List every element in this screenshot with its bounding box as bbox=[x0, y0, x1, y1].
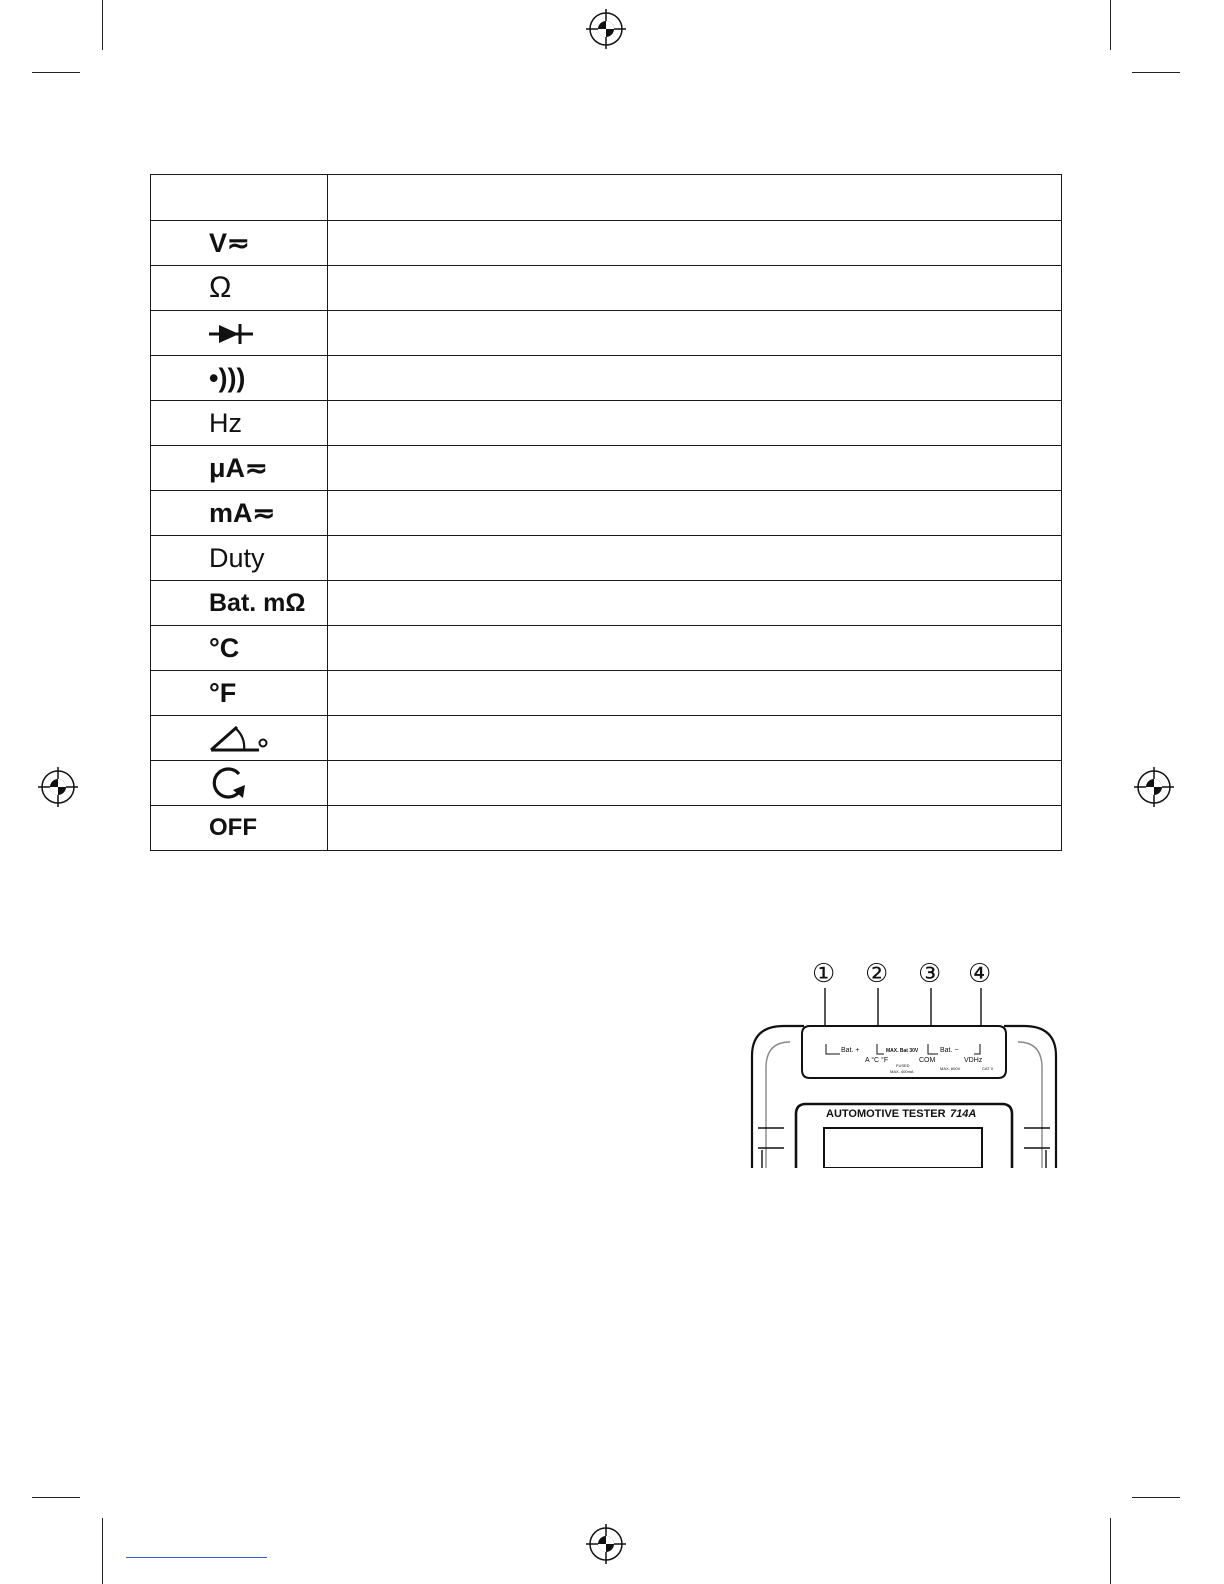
registration-mark-icon bbox=[1134, 767, 1174, 807]
table-row bbox=[151, 536, 1062, 581]
description-cell bbox=[328, 491, 1062, 536]
device-illustration bbox=[744, 958, 1064, 1168]
table-row bbox=[151, 221, 1062, 266]
crop-mark bbox=[1132, 1497, 1180, 1498]
microamp-icon: μA≂ bbox=[209, 452, 268, 483]
milliamp-icon: mA≂ bbox=[209, 497, 276, 528]
callout-4: ④ bbox=[968, 958, 992, 988]
description-cell bbox=[328, 671, 1062, 716]
jack-label-vdhz: VDHz bbox=[964, 1057, 983, 1064]
table-row bbox=[151, 491, 1062, 536]
header-cell bbox=[328, 175, 1062, 221]
duty-cycle-icon: Duty bbox=[209, 542, 265, 573]
table-header-row bbox=[151, 175, 1062, 221]
model-number: 714A bbox=[950, 1108, 977, 1120]
continuity-icon: •))) bbox=[209, 362, 246, 393]
function-table bbox=[150, 174, 1062, 851]
jack-label-max1: MAX. Bat 30V bbox=[886, 1048, 919, 1054]
fahrenheit-icon: °F bbox=[209, 677, 237, 708]
footer-link-underline bbox=[126, 1557, 267, 1558]
description-cell bbox=[328, 311, 1062, 356]
jack-label-max3: MAX. 600V bbox=[940, 1066, 961, 1071]
table-row bbox=[151, 806, 1062, 851]
description-cell bbox=[328, 221, 1062, 266]
dwell-angle-icon bbox=[209, 723, 269, 753]
crop-mark bbox=[32, 1497, 80, 1498]
crop-mark bbox=[102, 1518, 103, 1584]
jack-label-com: COM bbox=[919, 1057, 936, 1064]
description-cell bbox=[328, 626, 1062, 671]
description-cell bbox=[328, 716, 1062, 761]
description-cell bbox=[328, 266, 1062, 311]
jack-label-temp: A °C °F bbox=[865, 1057, 889, 1064]
description-cell bbox=[328, 356, 1062, 401]
table-row bbox=[151, 266, 1062, 311]
registration-mark-icon bbox=[586, 1524, 626, 1564]
jack-label-bat-plus: Bat. + bbox=[841, 1047, 860, 1054]
callout-1: ① bbox=[812, 958, 836, 988]
table-row bbox=[151, 716, 1062, 761]
description-cell bbox=[328, 761, 1062, 806]
ohm-icon: Ω bbox=[209, 271, 232, 304]
crop-mark bbox=[1132, 72, 1180, 73]
celsius-icon: °C bbox=[209, 632, 240, 663]
description-cell bbox=[328, 806, 1062, 851]
table-row bbox=[151, 626, 1062, 671]
diode-icon bbox=[209, 323, 253, 345]
crop-mark bbox=[102, 0, 103, 50]
rpm-icon bbox=[209, 766, 249, 800]
jack-label-cat: CAT II bbox=[982, 1066, 993, 1071]
callout-2: ② bbox=[865, 958, 889, 988]
jack-label-bat-minus: Bat. − bbox=[940, 1047, 959, 1054]
table-row bbox=[151, 446, 1062, 491]
description-cell bbox=[328, 401, 1062, 446]
table-row bbox=[151, 581, 1062, 626]
table-row bbox=[151, 401, 1062, 446]
table-row bbox=[151, 356, 1062, 401]
table-row bbox=[151, 671, 1062, 716]
registration-mark-icon bbox=[586, 9, 626, 49]
crop-mark bbox=[1110, 0, 1111, 50]
callout-3: ③ bbox=[918, 958, 942, 988]
table-row bbox=[151, 761, 1062, 806]
table-row bbox=[151, 311, 1062, 356]
description-cell bbox=[328, 581, 1062, 626]
crop-mark bbox=[1110, 1518, 1111, 1584]
battery-resistance-icon: Bat. mΩ bbox=[209, 588, 306, 617]
description-cell bbox=[328, 536, 1062, 581]
model-label: AUTOMOTIVE TESTER bbox=[826, 1108, 946, 1120]
registration-mark-icon bbox=[38, 767, 78, 807]
off-icon: OFF bbox=[209, 814, 257, 841]
jack-label-max2: MAX. 400mA bbox=[890, 1069, 914, 1074]
crop-mark bbox=[32, 72, 80, 73]
voltage-ac-dc-icon: V≂ bbox=[209, 227, 250, 258]
frequency-icon: Hz bbox=[209, 407, 242, 438]
header-cell bbox=[151, 175, 328, 221]
jack-label-fused: FUSED bbox=[896, 1063, 910, 1068]
description-cell bbox=[328, 446, 1062, 491]
